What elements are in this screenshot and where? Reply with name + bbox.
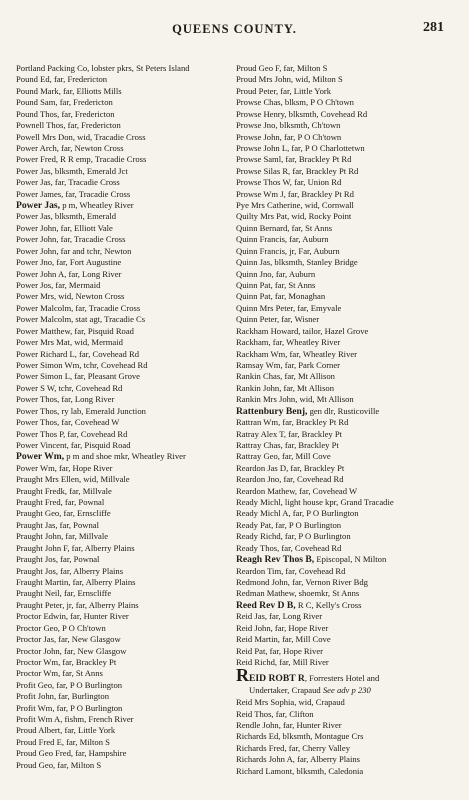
- directory-entry: Reid John, far, Hope River: [236, 622, 329, 633]
- directory-entry: Power Mrs, wid, Newton Cross: [16, 291, 125, 302]
- directory-entry: Power Jos, far, Mermaid: [16, 280, 101, 291]
- directory-entry: Power Malcolm, far, Tracadie Cross: [16, 302, 141, 313]
- directory-entry: Prowse John L, far, P O Charlottetwn: [236, 142, 365, 153]
- directory-entry: Quinn Peter, far, Wisner: [236, 314, 320, 325]
- right-column: [236, 63, 454, 777]
- directory-entry: Reid Jas, far, Long River: [236, 611, 323, 622]
- directory-entry: Power John A, far, Long River: [16, 268, 122, 279]
- running-title: QUEENS COUNTY.: [172, 22, 297, 36]
- directory-entry: Prowse Wm J, far, Brackley Pt Rd: [236, 188, 354, 199]
- directory-entry: Richards Ed, blksmth, Montague Crs: [236, 731, 364, 742]
- directory-entry: Proctor Wm, far, Brackley Pt: [16, 656, 117, 667]
- directory-entry: Ramsay Wm, far, Park Corner: [236, 359, 341, 370]
- directory-entry: Power S W, tchr, Covehead Rd: [16, 382, 123, 393]
- directory-entry: Power Thos, far, Covehead W: [16, 417, 120, 428]
- directory-entry: Reardon Tim, far, Covehead Rd: [236, 565, 346, 576]
- directory-entry: Quinn Mrs Peter, far, Emyvale: [236, 302, 342, 313]
- directory-entry: Power Jno, far, Fort Augustine: [16, 257, 122, 268]
- directory-entry: Reardon Jno, far, Covehead Rd: [236, 474, 344, 485]
- directory-entry: Pownell Thos, far, Fredericton: [16, 120, 121, 131]
- reid-robt-name: EID ROBT R: [249, 673, 305, 685]
- directory-entry: Proud Geo, far, Milton S: [16, 759, 102, 770]
- directory-entry: Praught Fred, far, Pownal: [16, 497, 105, 508]
- directory-entry: Rackham, far, Wheatley River: [236, 337, 341, 348]
- directory-entry: Pye Mrs Catherine, wid, Cornwall: [236, 200, 354, 211]
- directory-entry: Praught Geo, far, Ernscliffe: [16, 508, 111, 519]
- directory-entry: Ready Pat, far, P O Burlington: [236, 519, 342, 530]
- directory-entry: Power Vincent, far, Pisquid Road: [16, 439, 131, 450]
- directory-entry: Proud Geo F, far, Milton S: [236, 63, 328, 73]
- directory-entry: Quinn Bernard, far, St Anns: [236, 222, 333, 233]
- directory-entry: Prowse John, far, P O Ch'town: [236, 131, 342, 142]
- directory-entry: Power John, far and tchr, Newton: [16, 245, 132, 256]
- directory-entry: Ready Thos, far, Covehead Rd: [236, 542, 342, 553]
- directory-entry: Quinn Francis, far, Auburn: [236, 234, 329, 245]
- directory-entry: Power Arch, far, Newton Cross: [16, 142, 124, 153]
- directory-entry: Quinn Jas, blksmth, Stanley Bridge: [236, 257, 358, 268]
- reid-robt-location: Undertaker, Crapaud: [249, 684, 323, 695]
- directory-entry: Reid Mrs Sophia, wid, Crapaud: [236, 697, 345, 708]
- directory-entry: Praught Jos, far, Alberry Plains: [16, 565, 124, 576]
- directory-entry: Power Wm, p m and shoe mkr, Wheatley River: [16, 451, 186, 463]
- directory-entry: Power Malcolm, stat agt, Tracadie Cs: [16, 314, 146, 325]
- directory-entry: Power Jas, blksmth, Emerald Jct: [16, 165, 128, 176]
- directory-entry: Praught John, far, Millvale: [16, 531, 109, 542]
- directory-entry: Praught Mrs Ellen, wid, Millvale: [16, 474, 130, 485]
- directory-entry: Fraught Martin, far, Alberry Plains: [16, 576, 136, 587]
- reid-robt-entry: [236, 665, 454, 696]
- directory-entry: Reardon Mathew, far, Covehead W: [236, 485, 358, 496]
- directory-entry: Pound Sam, far, Fredericton: [16, 97, 113, 108]
- directory-entry: Proctor Edwin, far, Hunter River: [16, 611, 129, 622]
- directory-entry: Proud Mrs John, wid, Milton S: [236, 74, 343, 85]
- directory-entry: Rackham Wm, far, Wheatley River: [236, 348, 358, 359]
- directory-entry: Prowse Saml, far, Brackley Pt Rd: [236, 154, 352, 165]
- directory-entry: Power Wm, far, Hope River: [16, 462, 113, 473]
- directory-entry: Quinn Pat, far, Monaghan: [236, 291, 326, 302]
- directory-entry: Ready Richd, far, P O Burlington: [236, 531, 351, 542]
- directory-entry: Power Mrs Mat, wid, Mermaid: [16, 337, 123, 348]
- directory-entry: Ready Michl A, far, P O Burlington: [236, 508, 359, 519]
- directory-entry: Ready Michl, light house kpr, Grand Tracadie: [236, 497, 394, 508]
- directory-entry: Rankin Mrs John, wid, Mt Allison: [236, 394, 354, 405]
- directory-entry: Praught Jas, far, Pownal: [16, 519, 99, 530]
- directory-entry: Powell Mrs Don, wid, Tracadie Cross: [16, 131, 146, 142]
- directory-entry: Profit Wm, far, P O Burlington: [16, 702, 123, 713]
- directory-entry: Reid Pat, far, Hope River: [236, 645, 324, 656]
- directory-entry: Rattenbury Benj, gen dlr, Rusticoville: [236, 405, 380, 417]
- directory-entry: Reardon Jas D, far, Brackley Pt: [236, 462, 345, 473]
- bold-name: Power Wm,: [16, 451, 65, 463]
- directory-entry: Pound Ed, far, Fredericton: [16, 74, 108, 85]
- directory-entry: Power Thos P, far, Covehead Rd: [16, 428, 128, 439]
- directory-entry: Rattran Wm, far, Brackley Pt Rd: [236, 417, 349, 428]
- directory-entry: Quilty Mrs Pat, wid, Rocky Point: [236, 211, 352, 222]
- directory-entry: Prowse Chas, blksm, P O Ch'town: [236, 97, 354, 108]
- directory-entry: Proctor Wm, far, St Anns: [16, 668, 103, 679]
- directory-entry: Pound Mark, far, Elliotts Mills: [16, 85, 122, 96]
- page-header: [0, 22, 469, 42]
- directory-entry: Power Jas, far, Tracadie Cross: [16, 177, 120, 188]
- directory-entry: Prowse Thos W, far, Union Rd: [236, 177, 342, 188]
- directory-entry: Rankin John, far, Mt Allison: [236, 382, 335, 393]
- page-number: 281: [423, 20, 444, 35]
- directory-entry: Power John, far, Tracadie Cross: [16, 234, 126, 245]
- directory-entry: Rattray Geo, far, Mill Cove: [236, 451, 331, 462]
- directory-entry: Reid Martin, far, Mill Cove: [236, 634, 331, 645]
- directory-entry: Quinn Pat, far, St Anns: [236, 280, 316, 291]
- directory-entry: Pound Thos, far, Fredericton: [16, 108, 115, 119]
- directory-entry: Redman Mathew, shoemkr, St Anns: [236, 588, 360, 599]
- directory-entry: Profit Wm A, fishm, French River: [16, 714, 134, 725]
- directory-entry: Proud Fred E, far, Milton S: [16, 736, 110, 747]
- directory-entry: Proctor John, far, New Glasgow: [16, 645, 127, 656]
- directory-entry: Profit John, far, Burlington: [16, 691, 109, 702]
- directory-entry: Power Thos, ry lab, Emerald Junction: [16, 405, 146, 416]
- directory-entry: Power Jas, blksmth, Emerald: [16, 211, 117, 222]
- directory-entry: Power Simon Wm, tchr, Covehead Rd: [16, 359, 148, 370]
- directory-entry: Redmond John, far, Vernon River Bdg: [236, 576, 368, 587]
- directory-entry: Reid Richd, far, Mill River: [236, 656, 329, 667]
- directory-entry: Prowse Silas R, far, Brackley Pt Rd: [236, 165, 359, 176]
- directory-entry: Praught Fredk, far, Millvale: [16, 485, 112, 496]
- directory-entry: Power Simon L, far, Pleasant Grove: [16, 371, 141, 382]
- bold-name: Reagh Rev Thos B,: [236, 554, 315, 566]
- reid-robt-adv-note: See adv p 230: [322, 684, 371, 695]
- directory-entry: Proud Peter, far, Little York: [236, 85, 332, 96]
- directory-entry: Prowse Jno, blksmth, Ch'town: [236, 120, 341, 131]
- directory-entry: Ratray Alex T, far, Brackley Pt: [236, 428, 343, 439]
- directory-entry: Power Richard L, far, Covehead Rd: [16, 348, 140, 359]
- right-column-top: [236, 63, 454, 668]
- directory-entry: Prowse Henry, blksmth, Covehead Rd: [236, 108, 368, 119]
- directory-entry: Quinn Francis, jr, Far, Auburn: [236, 245, 340, 256]
- directory-entry: Quinn Jno, far, Auburn: [236, 268, 316, 279]
- bold-name: Rattenbury Benj,: [236, 405, 308, 417]
- bold-name: Power Jas,: [16, 200, 61, 212]
- directory-entry: Power Jas, p m, Wheatley River: [16, 200, 134, 212]
- directory-entry: Praught John F, far, Alberry Plains: [16, 542, 135, 553]
- directory-entry: Richards Fred, far, Cherry Valley: [236, 742, 351, 753]
- directory-entry: Power Thos, far, Long River: [16, 394, 115, 405]
- directory-entry: Richards John A, far, Alberry Plains: [236, 754, 361, 765]
- directory-entry: Reed Rev D B, R C, Kelly's Cross: [236, 599, 362, 611]
- directory-entry: Power John, far, Elliott Vale: [16, 222, 113, 233]
- directory-entry: Power James, far, Tracadie Cross: [16, 188, 131, 199]
- directory-entry: Proud Albert, far, Little York: [16, 725, 116, 736]
- bold-name: Reed Rev D B,: [236, 599, 296, 611]
- directory-entry: Praught Peter, jr, far, Alberry Plains: [16, 599, 139, 610]
- directory-entry: Proctor Geo, P O Ch'town: [16, 622, 106, 633]
- directory-entry: Praught Neil, far, Ernscliffe: [16, 588, 112, 599]
- directory-entry: Proud Geo Fred, far, Hampshire: [16, 748, 127, 759]
- directory-entry: Reid Thos, far, Clifton: [236, 708, 314, 719]
- directory-entry: Portland Packing Co, lobster pkrs, St Peters Island: [16, 63, 190, 73]
- left-column: [16, 63, 234, 771]
- directory-entry: Power Fred, R R emp, Tracadie Cross: [16, 154, 147, 165]
- directory-entry: Rankin Chas, far, Mt Allison: [236, 371, 335, 382]
- directory-entry: Rattray Chas, far, Brackley Pt: [236, 439, 339, 450]
- directory-entry: Profit Geo, far, P O Burlington: [16, 679, 123, 690]
- reid-robt-dropcap: R: [236, 665, 249, 686]
- directory-entry: Power Matthew, far, Pisquid Road: [16, 325, 134, 336]
- right-column-bottom: [236, 697, 454, 777]
- reid-robt-line1: [236, 665, 454, 686]
- directory-entry: Reagh Rev Thos B, Episcopal, N Milton: [236, 554, 387, 566]
- directory-entry: Proctor Jas, far, New Glasgow: [16, 634, 121, 645]
- reid-robt-business: , Forresters Hotel and: [304, 673, 380, 684]
- directory-entry: Praught Jos, far, Pownal: [16, 554, 100, 565]
- directory-entry: Richard Lamont, blksmth, Caledonia: [236, 765, 364, 776]
- reid-robt-line2: [236, 685, 454, 696]
- directory-entry: Rendle John, far, Hunter River: [236, 720, 342, 731]
- directory-entry: Rackham Howard, tailor, Hazel Grove: [236, 325, 369, 336]
